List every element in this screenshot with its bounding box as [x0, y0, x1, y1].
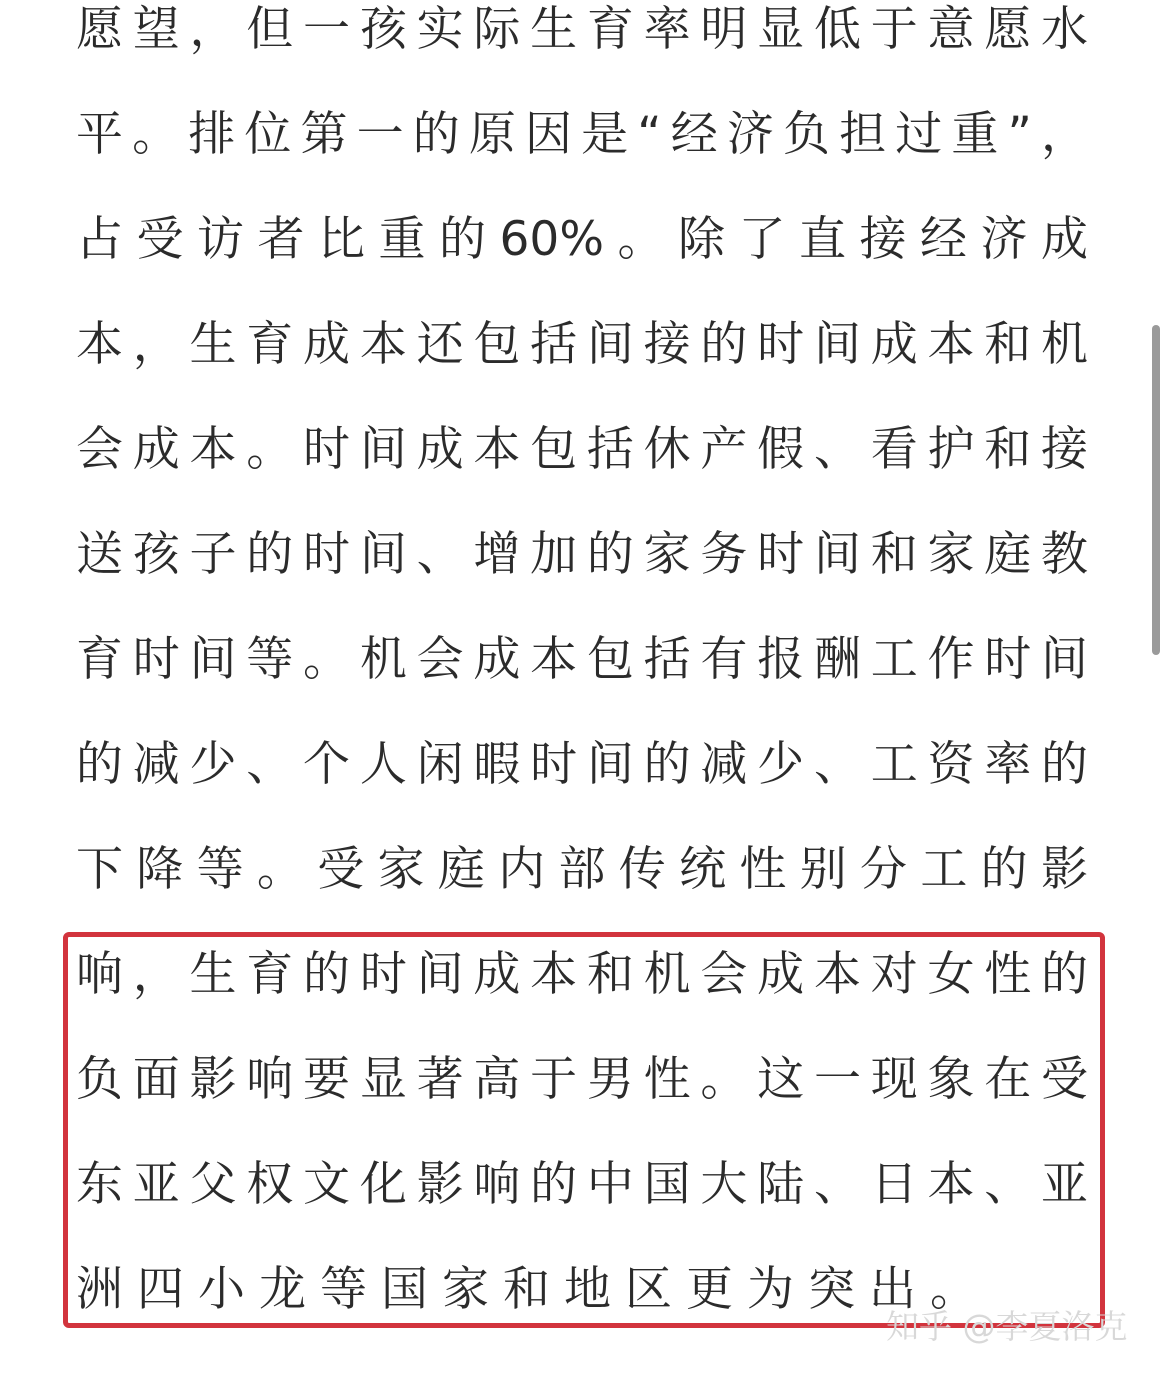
text-line: 东亚父权文化影响的中国大陆、日本、亚	[76, 1157, 1088, 1212]
text-line: 会成本。时间成本包括休产假、看护和接	[76, 422, 1088, 477]
text-line: 占受访者比重的60%。除了直接经济成	[76, 212, 1088, 267]
text-line: 的减少、个人闲暇时间的减少、工资率的	[76, 737, 1088, 792]
watermark: 知乎 @李夏洛克	[886, 1307, 1128, 1346]
text-line: 送孩子的时间、增加的家务时间和家庭教	[76, 527, 1088, 582]
scrollbar-thumb[interactable]	[1152, 325, 1160, 655]
highlight-annotation-box	[63, 932, 1105, 1328]
text-line: 响，生育的时间成本和机会成本对女性的	[76, 947, 1088, 1002]
text-line: 下降等。受家庭内部传统性别分工的影	[76, 842, 1088, 897]
text-line: 平。排位第一的原因是“经济负担过重”，	[76, 107, 1088, 162]
text-line: 负面影响要显著高于男性。这一现象在受	[76, 1052, 1088, 1107]
text-line: 洲四小龙等国家和地区更为突出。	[76, 1262, 991, 1317]
text-line: 育时间等。机会成本包括有报酬工作时间	[76, 632, 1088, 687]
text-line: 愿望，但一孩实际生育率明显低于意愿水	[76, 2, 1088, 57]
text-line: 本，生育成本还包括间接的时间成本和机	[76, 317, 1088, 372]
